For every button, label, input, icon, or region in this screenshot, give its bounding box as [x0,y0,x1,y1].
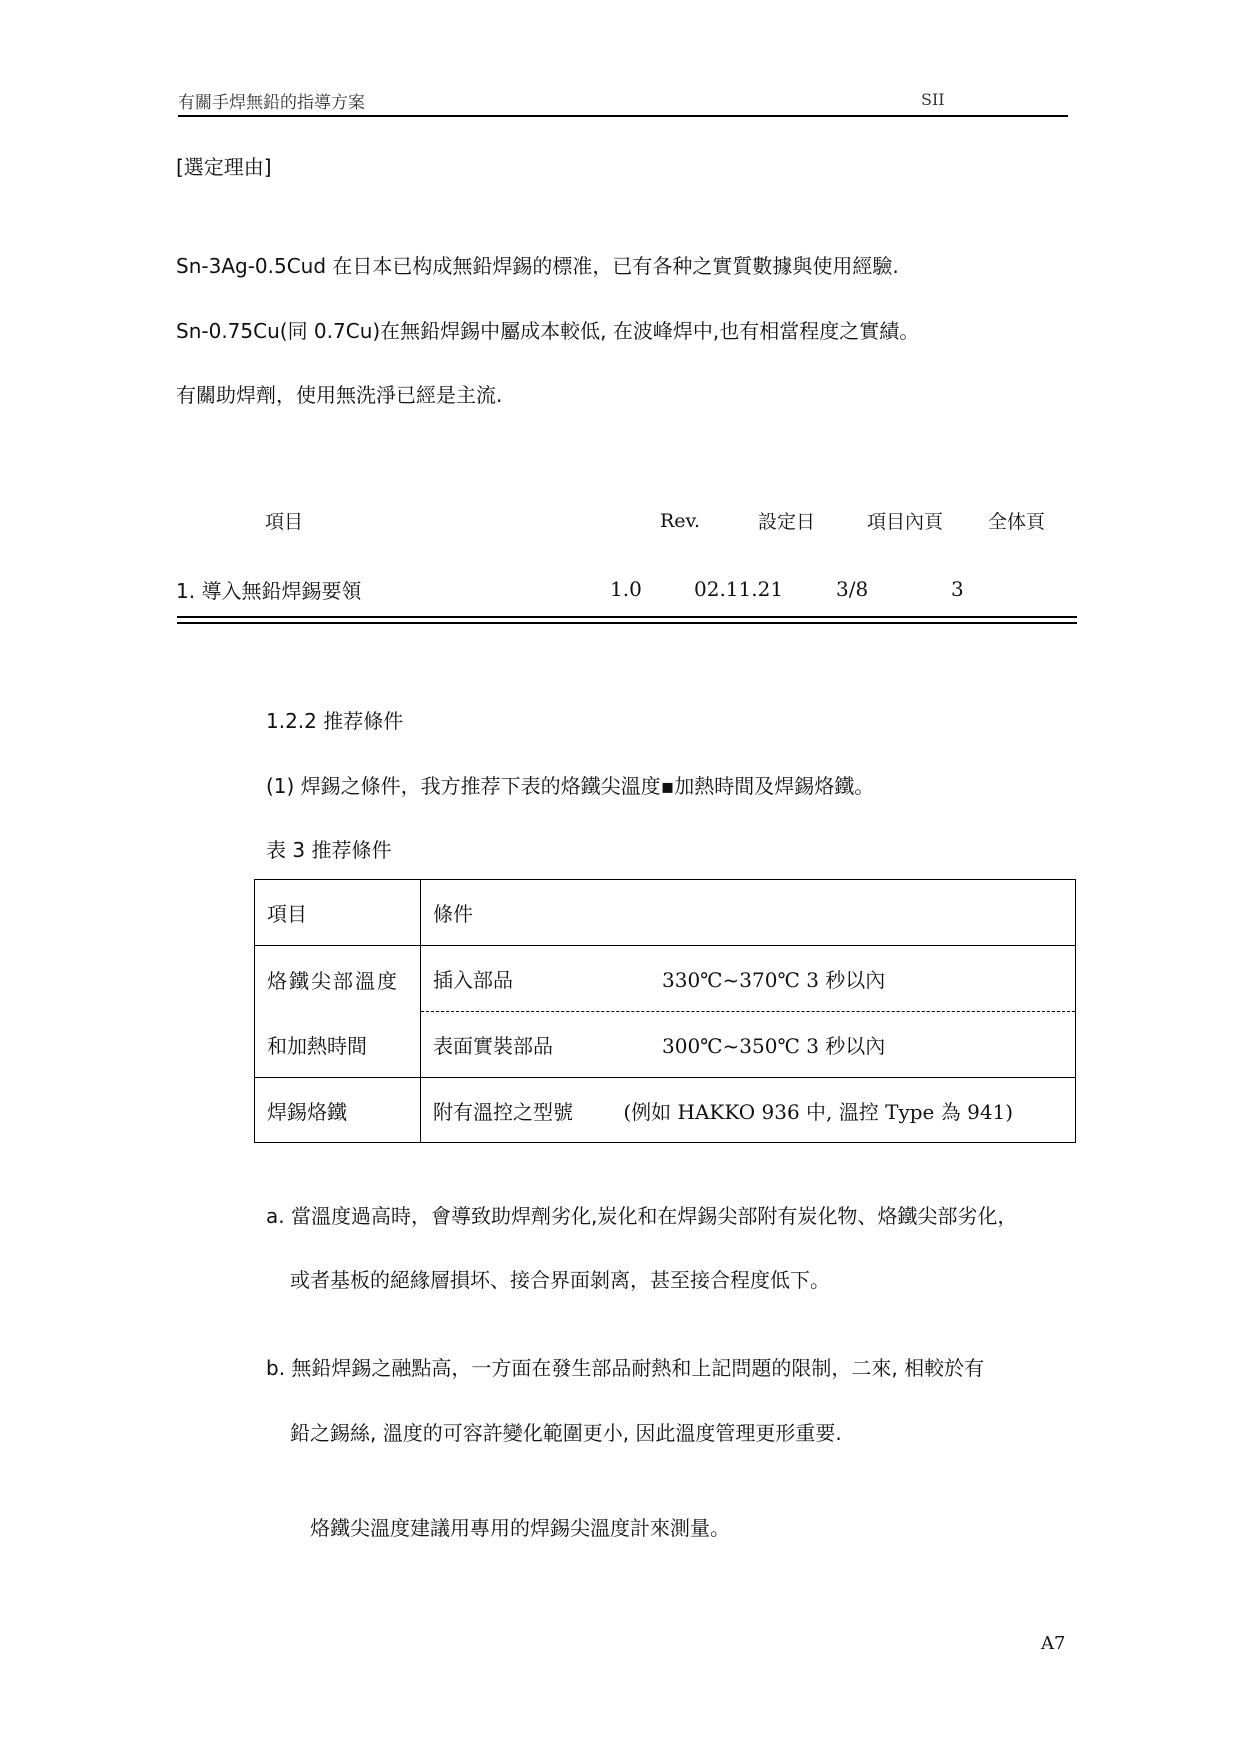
table-row [255,946,1076,1078]
conditions-table [254,879,1076,1143]
rev-header-date: 設定日 [758,511,816,533]
reason-heading: [選定理由] [176,155,272,179]
table-row [255,1078,1076,1143]
company-name: SII [921,90,945,109]
header-rule [178,115,1068,117]
double-rule [177,616,1077,624]
iron-example: (例如 HAKKO 936 中, 溫控 Type 為 941) [623,1099,1014,1124]
section-intro: (1) 焊錫之條件，我方推荐下表的烙鐵尖溫度▪加熱時間及焊錫烙鐵。 [266,774,875,798]
temp-value-cell [421,946,1076,1078]
rev-header-rev: Rev. [660,510,701,532]
rev-row-rev: 1.0 [610,577,642,601]
insert-part-value: 330℃~370℃ 3 秒以內 [662,968,886,992]
rev-row-date: 02.11.21 [694,577,784,601]
temp-label-cell [255,946,421,1078]
reason-line: 有關助焊劑，使用無洗淨已經是主流. [176,383,503,407]
note-a-line2: 或者基板的絕緣層損坏、接合界面剝离，甚至接合程度低下。 [290,1268,830,1292]
note-b-line2: 鉛之錫絲, 溫度的可容許變化範圍更小, 因此溫度管理更形重要. [290,1421,842,1445]
rev-header-item: 項目 [265,511,304,533]
rev-header-page: 項目內頁 [867,511,944,533]
iron-desc: 附有溫控之型號 [433,1099,573,1124]
note-a-line1: a. 當溫度過高時，會導致助焊劑劣化,炭化和在焊錫尖部附有炭化物、烙鐵尖部劣化， [266,1204,1018,1228]
temp-label-line2: 和加熱時間 [267,1033,367,1058]
section-heading: 1.2.2 推荐條件 [266,709,404,733]
rev-header-total: 全体頁 [988,511,1046,533]
col-header-condition: 條件 [421,880,1076,946]
smt-row [421,1012,1075,1077]
insert-row [421,946,1075,1012]
rev-row-total: 3 [951,577,964,601]
page-number: A7 [1041,1633,1066,1654]
rev-row-item: 1. 導入無鉛焊錫要領 [176,579,362,603]
note-b-line1: b. 無鉛焊錫之融點高，一方面在發生部品耐熱和上記問題的限制，二來, 相較於有 [266,1356,985,1380]
reason-line: Sn-3Ag-0.5Cud 在日本已构成無鉛焊錫的標准，已有各种之實質數據與使用經驗. [176,254,899,278]
iron-label: 焊錫烙鐵 [255,1078,421,1143]
measure-note: 烙鐵尖溫度建議用專用的焊錫尖溫度計來測量。 [310,1516,730,1540]
insert-part-label: 插入部品 [433,968,513,992]
document-title: 有關手焊無鉛的指導方案 [178,93,365,113]
temp-label-line1: 烙鐵尖部溫度 [267,968,399,993]
smt-part-label: 表面實裝部品 [433,1034,553,1058]
col-header-item: 項目 [255,880,421,946]
iron-value-cell [421,1078,1076,1143]
table-caption: 表 3 推荐條件 [266,838,392,862]
reason-line: Sn-0.75Cu(同 0.7Cu)在無鉛焊錫中屬成本較低, 在波峰焊中,也有相當程度之實績。 [176,319,920,343]
smt-part-value: 300℃~350℃ 3 秒以內 [662,1034,886,1058]
rev-row-page: 3/8 [836,577,869,601]
table-row [255,880,1076,946]
